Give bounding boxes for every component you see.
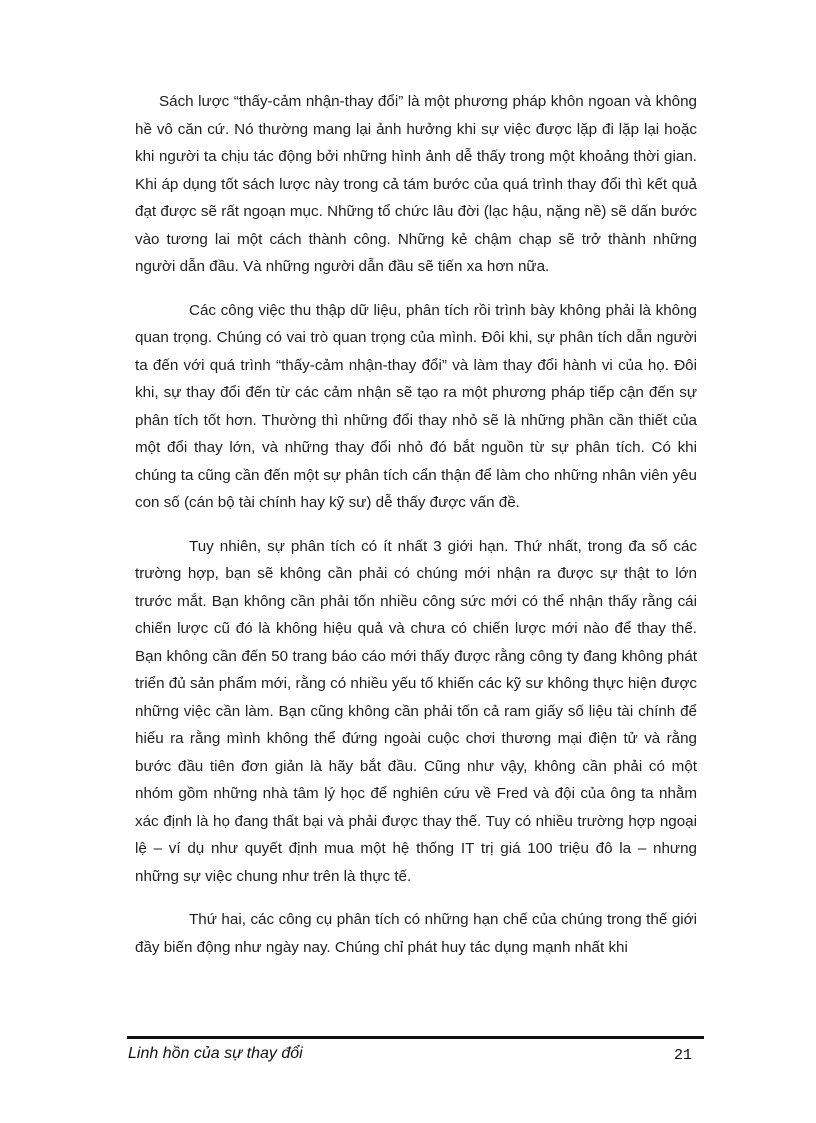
footer-book-title: Linh hồn của sự thay đổi: [128, 1045, 303, 1062]
paragraph-3: Tuy nhiên, sự phân tích có ít nhất 3 giới hạn. Thứ nhất, trong đa số các trường hợp, bạn sẽ không cần phải có chúng mới nhận ra được sự thật to lớn trước mắt. Bạn không cần phải tốn nhiều công sức mới có thể nhận thấy rằng cái chiến lược cũ đó là không hiệu quả và chưa có chiến lược mới nào để thay thế. Bạn không cần đến 50 trang báo cáo mới thấy được rằng công ty đang không phát triển đủ sản phẩm mới, rằng có nhiều yếu tố khiến các kỹ sư không thực hiện được những việc cần làm. Bạn cũng không cần phải tốn cả ram giấy số liệu tài chính để hiểu ra rằng mình không thể đứng ngoài cuộc chơi thương mại điện tử và rằng bước đầu tiên đơn giản là hãy bắt đầu. Cũng như vậy, không cần phải có một nhóm gồm những nhà tâm lý học để nghiên cứu về Fred và đội của ông ta nhằm xác định là họ đang thất bại và phải được thay thế. Tuy có nhiều trường hợp ngoại lệ – ví dụ như quyết định mua một hệ thống IT trị giá 100 triệu đô la – nhưng những sự việc chung như trên là thực tế.: [135, 537, 697, 885]
footer-divider: [127, 1036, 704, 1039]
paragraph-1: Sách lược “thấy-cảm nhận-thay đổi” là một phương pháp khôn ngoan và không hề vô căn cứ. Nó thường mang lại ảnh hưởng khi sự việc được lặp đi lặp lại hoặc khi người ta chịu tác động bởi những hình ảnh dễ thấy trong một khoảng thời gian. Khi áp dụng tốt sách lược này trong cả tám bước của quá trình thay đổi thì kết quả đạt được sẽ rất ngoạn mục. Những tổ chức lâu đời (lạc hậu, nặng nề) sẽ dấn bước vào tương lai một cách thành công. Những kẻ chậm chạp sẽ trở thành những người dẫn đầu. Và những người dẫn đầu sẽ tiến xa hơn nữa.: [135, 93, 697, 275]
page-body: [135, 88, 697, 961]
paragraph-4: Thứ hai, các công cụ phân tích có những hạn chế của chúng trong thế giới đầy biến động như ngày nay. Chúng chỉ phát huy tác dụng mạnh nhất khi: [135, 911, 697, 956]
footer-page-number: 21: [673, 1047, 692, 1064]
paragraph-2: Các công việc thu thập dữ liệu, phân tích rồi trình bày không phải là không quan trọng. Chúng có vai trò quan trọng của mình. Đôi khi, sự phân tích dẫn người ta đến với quá trình “thấy-cảm nhận-thay đổi” và làm thay đổi hành vi của họ. Đôi khi, sự thay đổi đến từ các cảm nhận sẽ tạo ra một phương pháp tiếp cận đến sự phân tích tốt hơn. Thường thì những đổi thay nhỏ sẽ là những phần cần thiết của một đổi thay lớn, và những thay đổi nhỏ đó bắt nguồn từ sự phân tích. Có khi chúng ta cũng cần đến một sự phân tích cẩn thận để làm cho những nhân viên yêu con số (cán bộ tài chính hay kỹ sư) dễ thấy được vấn đề.: [135, 301, 697, 511]
